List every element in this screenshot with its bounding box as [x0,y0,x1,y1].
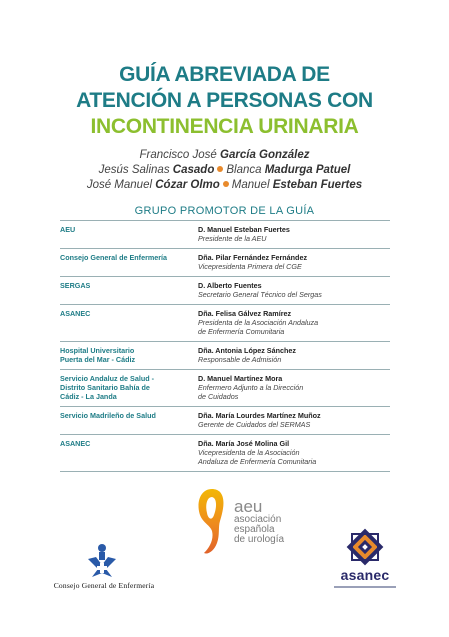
row-person [198,309,390,336]
author-2-given: Jesús Salinas [98,164,170,176]
table-row [60,342,390,370]
row-person [198,225,390,243]
row-role: Enfermero Adjunto a la Dirección de Cuidados [198,383,304,401]
author-3-surname: Madurga Patuel [264,164,351,176]
row-organization: ASANEC [60,309,91,318]
asanec-logo [330,527,400,607]
row-person [198,281,390,299]
row-organization: Servicio Andaluz de Salud - Distrito Sanitario Bahía de Cádiz - La Janda [60,374,154,401]
row-organization: Servicio Madrileño de Salud [60,411,156,420]
row-person [198,439,390,466]
table-row [60,221,390,249]
authors-line-3 [0,178,449,193]
author-3-given: Blanca [226,164,262,176]
cge-logo [34,543,174,593]
row-role: Presidenta de la Asociación Andaluza de Enfermería Comunitaria [198,318,319,336]
row-name: Dña. Felisa Gálvez Ramírez [198,309,292,318]
title-line-2: ATENCIÓN A PERSONAS CON [76,89,373,112]
title-line-1: GUÍA ABREVIADA DE [119,63,330,86]
row-name: D. Manuel Martínez Mora [198,374,283,383]
row-name: Dña. Antonia López Sánchez [198,346,296,355]
row-name: Dña. María Lourdes Martínez Muñoz [198,411,321,420]
row-organization: AEU [60,225,76,234]
table-row [60,435,390,472]
asanec-emblem-icon [342,527,388,567]
row-name: Dña. Pilar Fernández Fernández [198,253,308,262]
author-1-given: Francisco José [139,149,217,161]
asanec-wordmark: asanec [340,567,390,583]
aeu-line-1: asociación [234,514,282,525]
table-row [60,249,390,277]
title-line-3: INCONTINENCIA URINARIA [90,115,359,138]
group-title: GRUPO PROMOTOR DE LA GUÍA [134,205,315,217]
aeu-line-3: de urología [234,534,285,545]
author-4-surname: Cózar Olmo [155,179,220,191]
aeu-wordmark [234,499,284,545]
table-row [60,277,390,305]
asanec-underline [334,586,396,588]
table-row [60,370,390,407]
promoter-table [60,220,390,472]
row-role: Vicepresidenta Primera del CGE [198,262,302,271]
row-name: D. Alberto Fuentes [198,281,262,290]
aeu-logo [190,485,300,565]
author-5-given: Manuel [231,179,270,191]
table-row [60,305,390,342]
row-organization: SERGAS [60,281,91,290]
row-organization: ASANEC [60,439,91,448]
cge-emblem-icon [84,543,120,579]
row-person [198,411,390,429]
row-role: Vicepresidenta de la Asociación Andaluza de Enfermería Comunitaria [198,448,317,466]
aeu-line-2: española [234,524,275,535]
row-organization: Hospital Universitario Puerta del Mar - Cádiz [60,346,136,364]
authors-line-1 [0,148,449,163]
row-person [198,346,390,364]
aeu-acronym: aeu [234,497,263,516]
authors-line-2 [0,163,449,178]
row-name: Dña. María José Molina Gil [198,439,290,448]
row-person [198,374,390,401]
authors [0,148,449,193]
author-2-surname: Casado [172,164,215,176]
row-role: Gerente de Cuidados del SERMAS [198,420,311,429]
author-4-given: José Manuel [86,179,153,191]
row-role: Secretario General Técnico del Sergas [198,290,322,299]
author-1-surname: García González [220,149,310,161]
separator-dot [223,181,229,187]
separator-dot [217,166,223,172]
row-role: Responsable de Admisión [198,355,282,364]
row-organization: Consejo General de Enfermería [60,253,168,262]
row-name: D. Manuel Esteban Fuertes [198,225,290,234]
row-role: Presidente de la AEU [198,234,267,243]
kidney-icon [190,485,234,560]
author-5-surname: Esteban Fuertes [272,179,363,191]
cge-wordmark: Consejo General de Enfermería [53,581,155,590]
row-person [198,253,390,271]
table-row [60,407,390,435]
